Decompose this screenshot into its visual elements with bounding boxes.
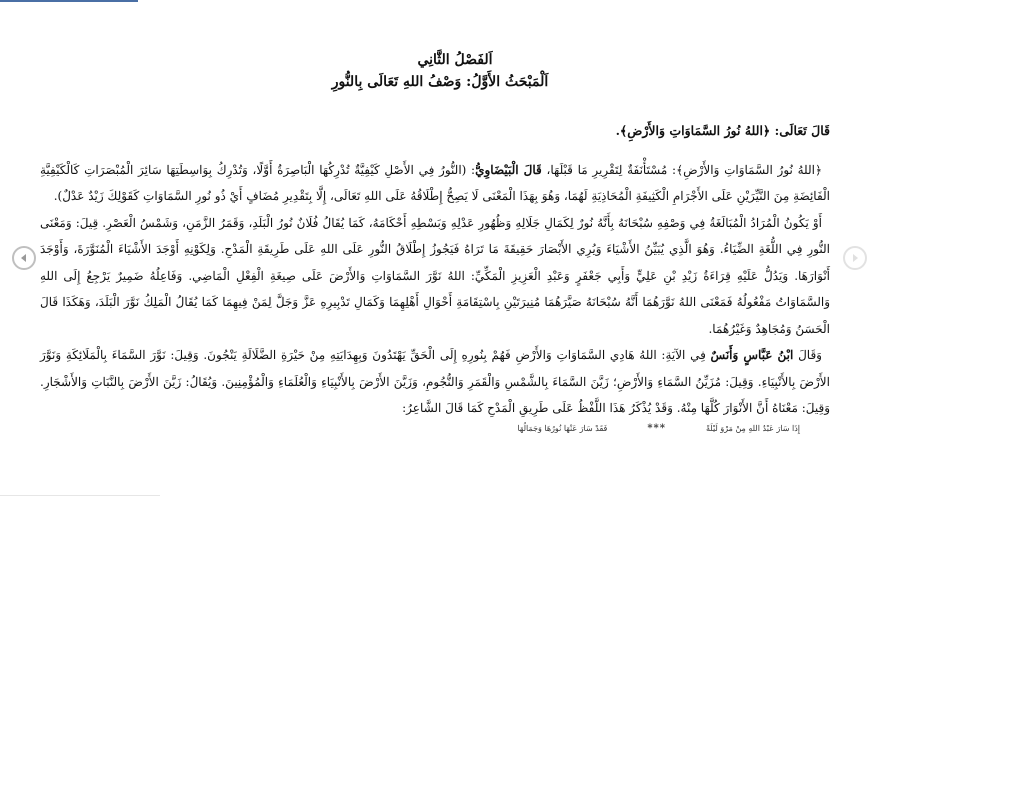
poem-second-hemistich: فَقَدْ سَارَ عَنْهَا نُورُهَا وَجَمَالُهَا xyxy=(517,423,608,433)
top-accent-bar xyxy=(0,0,138,2)
chevron-left-icon xyxy=(18,252,30,264)
verse-intro: قَالَ تَعَالَى: ﴿اللهُ نُورُ السَّمَاوَاتِ وَالأَرْضِ﴾. xyxy=(615,123,830,138)
paragraph-baydawi xyxy=(40,157,830,210)
poem-separator: *** xyxy=(647,422,667,434)
paragraph-text: ﴿اللهُ نُورُ السَّمَاوَاتِ وَالأَرْضِ﴾: مُسْتَأْنَفَةٌ لِتَقْرِيرِ مَا قَبْلَهَا، xyxy=(541,162,823,177)
paragraph-text: وَقَالَ xyxy=(793,348,822,362)
next-page-button[interactable] xyxy=(843,246,867,270)
paragraph-text: فِي الآيَةِ: اللهُ هَادِي السَّمَاوَاتِ وَالأَرْضِ فَهُمْ بِنُورِهِ إِلَى الْحَقِّ يَهْتَدُونَ وَبِهِدَايَتِهِ مِنْ حَيْرَةِ الضَّلَالَةِ يَنْجُونَ. وَقِيلَ: نَوَّرَ السَّمَاءَ بِالْمَلَائِكَةِ وَنَوَّرَ الأَرْضَ بِالأَنْبِيَاءِ. وَقِيلَ: مُزَيِّنُ السَّمَاءِ وَالأَرْضِ؛ زَيَّنَ السَّمَاءَ بِالشَّمْسِ وَالْقَمَرِ وَالنُّجُومِ، وَزَيَّنَ الأَرْضَ بِالأَنْبِيَاءِ وَالْعُلَمَاءِ وَالْمُؤْمِنِينَ. وَيُقَالُ: زَيَّنَ الأَرْضَ بِالنَّبَاتِ وَالأَشْجَارِ. وَقِيلَ: مَعْنَاهُ أَنَّ الأَنْوَارَ كُلَّهَا مِنْهُ. وَقَدْ يُذْكَرُ هَذَا اللَّفْظُ عَلَى طَرِيقِ الْمَدْحِ كَمَا قَالَ الشَّاعِرُ: xyxy=(40,348,830,415)
poem-verse xyxy=(40,422,830,436)
paragraph-ibn-abbas xyxy=(40,342,830,422)
previous-page-button[interactable] xyxy=(12,246,36,270)
paragraph-text: : (النُّورُ فِي الأَصْلِ كَيْفِيَّةٌ تُدْرِكُهَا الْبَاصِرَةُ أَوَّلًا، وَتُدْرِكُ بِوَاسِطَتِهَا سَائِرَ الْمُبْصَرَاتِ كَالْكَيْفِيَّةِ الْفَائِضَةِ مِنَ النَّيِّرَيْنِ عَلَى الأَجْرَامِ الْكَثِيفَةِ الْمُحَاذِيَةِ لَهُمَا، وَهُوَ بِهَذَا الْمَعْنَى لَا يَصِحُّ إِطْلَاقُهُ عَلَى اللهِ تَعَالَى، إِلَّا بِتَقْدِيرِ مُضَافٍ أَيْ ذُو نُورِ السَّمَاوَاتِ كَقَوْلِكَ زَيْدٌ عَدْلٌ). xyxy=(40,162,830,203)
paragraph-meaning: أَوْ يَكُونُ الْمُرَادُ الْمُبَالَغَةُ فِي وَصْفِهِ سُبْحَانَهُ بِأَنَّهُ نُورٌ لِكَمَالِ جَلَالِهِ وَظُهُورِ عَدْلِهِ وَبَسْطِهِ أَحْكَامَهُ، كَمَا يُقَالُ فُلَانٌ نُورُ الْبَلَدِ، وَقَمَرُ الزَّمَنِ، وَشَمْسُ الْعَصْرِ. قِيلَ: وَمَعْنَى النُّورِ فِي اللُّغَةِ الضِّيَاءُ. وَهُوَ الَّذِي يُبَيِّنُ الأَشْيَاءَ وَيُرِي الأَبْصَارَ حَقِيقَةَ مَا تَرَاهُ فَيَجُوزُ إِطْلَاقُ النُّورِ عَلَى اللهِ عَلَى طَرِيقَةِ الْمَدْحِ. وَلِكَوْنِهِ أَوْجَدَ الأَشْيَاءَ الْمُنَوَّرَةَ، وَأَوْجَدَ أَنْوَارَهَا. وَيَدُلُّ عَلَيْهِ قِرَاءَةُ زَيْدِ بْنِ عَلِيٍّ وَأَبِي جَعْفَرٍ وَعَبْدِ الْعَزِيزِ الْمَكِّيِّ: اللهُ نَوَّرَ السَّمَاوَاتِ وَالأَرْضَ عَلَى صِيغَةِ الْفِعْلِ الْمَاضِي. وَفَاعِلُهُ ضَمِيرٌ يَرْجِعُ إِلَى اللهِ وَالسَّمَاوَاتُ مَفْعُولُهُ فَمَعْنَى اللهُ نَوَّرَهُمَا أَنَّهُ سُبْحَانَهُ صَيَّرَهُمَا مُنِيرَتَيْنِ بِاسْتِقَامَةِ أَحْوَالِ أَهْلِهِمَا وَكَمَالِ تَدْبِيرِهِ عَزَّ وَجَلَّ لِمَنْ فِيهِمَا كَمَا يُقَالُ الْمَلِكُ نَوَّرَ الْبَلَدَ، وَهَكَذَا قَالَ الْحَسَنُ وَمُجَاهِدٌ وَغَيْرُهُمَا. xyxy=(40,215,830,336)
section-title: اَلْمَبْحَثُ الأَوَّلُ: وَصْفُ اللهِ تَعَالَى بِالنُّورِ xyxy=(331,74,549,90)
poem-first-hemistich: إِذَا سَارَ عَبْدُ اللهِ مِنْ مَرْوَ لَيْلَةً xyxy=(706,423,800,433)
chevron-right-icon xyxy=(849,252,861,264)
divider-line xyxy=(0,495,160,496)
document-page xyxy=(40,52,830,436)
author-name: قَالَ الْبَيْضَاوِيُّ xyxy=(475,162,542,177)
narrator-names: ابْنُ عَبَّاسٍ وَأَنَسٌ xyxy=(710,348,794,362)
chapter-title: اَلفَصْلُ الثَّانِي xyxy=(417,52,493,68)
